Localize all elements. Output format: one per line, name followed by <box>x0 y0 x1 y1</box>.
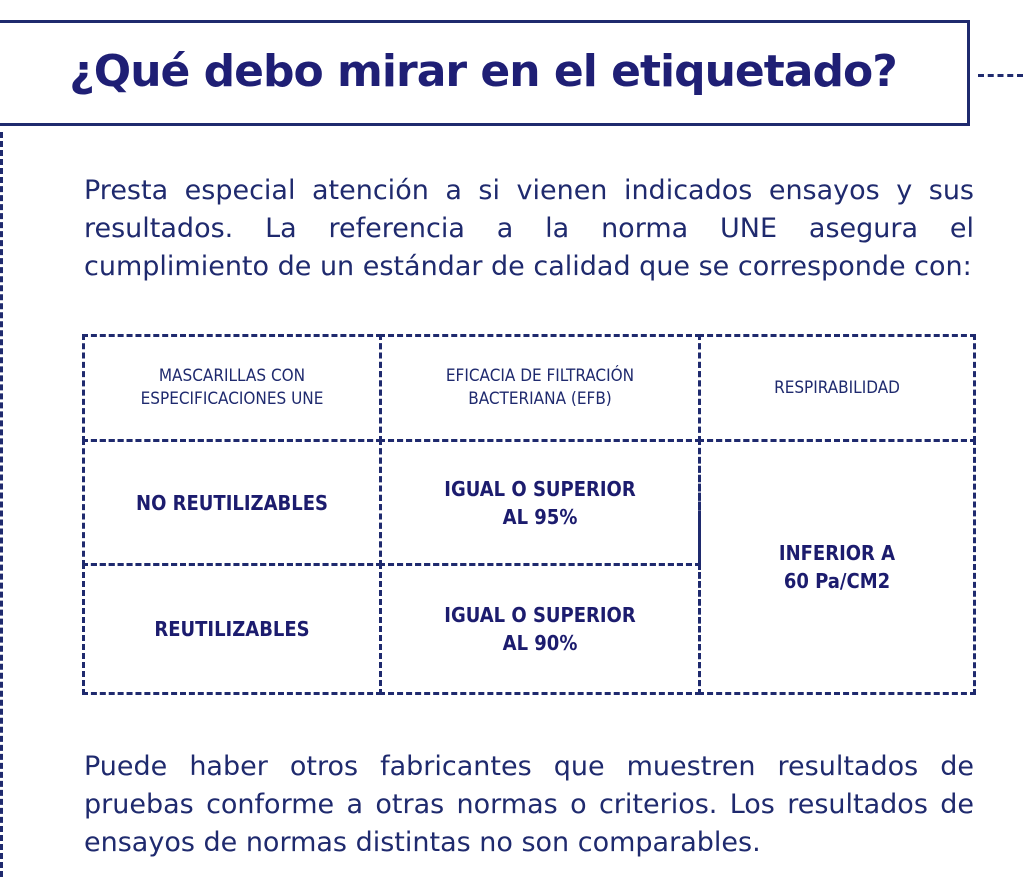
intro-paragraph: Presta especial atención a si vienen indicados ensayos y sus resultados. La referencia a la norma UNE asegura el cumplimiento de un estándar de calidad que se corresponde con: <box>84 175 974 282</box>
row-type-reusable: REUTILIZABLES <box>154 617 310 641</box>
table-cell <box>379 563 701 695</box>
table-header-cell <box>82 334 382 442</box>
header-efb: EFICACIA DE FILTRACIÓN BACTERIANA (EFB) <box>445 366 635 409</box>
row-type-non-reusable: NO REUTILIZABLES <box>136 490 328 515</box>
table-header-cell <box>379 334 701 442</box>
table-cell <box>82 439 382 566</box>
title-box <box>0 20 970 126</box>
note-paragraph: Puede haber otros fabricantes que muestren resultados de pruebas conforme a otras normas o criterios. Los resultados de ensayos de normas distintas no son comparables. <box>84 751 974 858</box>
row-efb-reusable: IGUAL O SUPERIOR AL 90% <box>444 603 636 655</box>
respirability-value: INFERIOR A 60 Pa/CM2 <box>778 541 896 593</box>
table-header-cell <box>698 334 976 442</box>
header-mask-type: MASCARILLAS CON ESPECIFICACIONES UNE <box>140 366 324 409</box>
table-cell-merged <box>698 439 976 695</box>
table-cell <box>379 439 701 566</box>
table-cell <box>82 563 382 695</box>
page-title: ¿Qué debo mirar en el etiquetado? <box>69 45 897 97</box>
title-dashed-line <box>978 74 1023 77</box>
header-respirability: RESPIRABILIDAD <box>774 377 900 398</box>
row-efb-non-reusable: IGUAL O SUPERIOR AL 95% <box>444 476 636 529</box>
left-dashed-border <box>0 132 3 877</box>
